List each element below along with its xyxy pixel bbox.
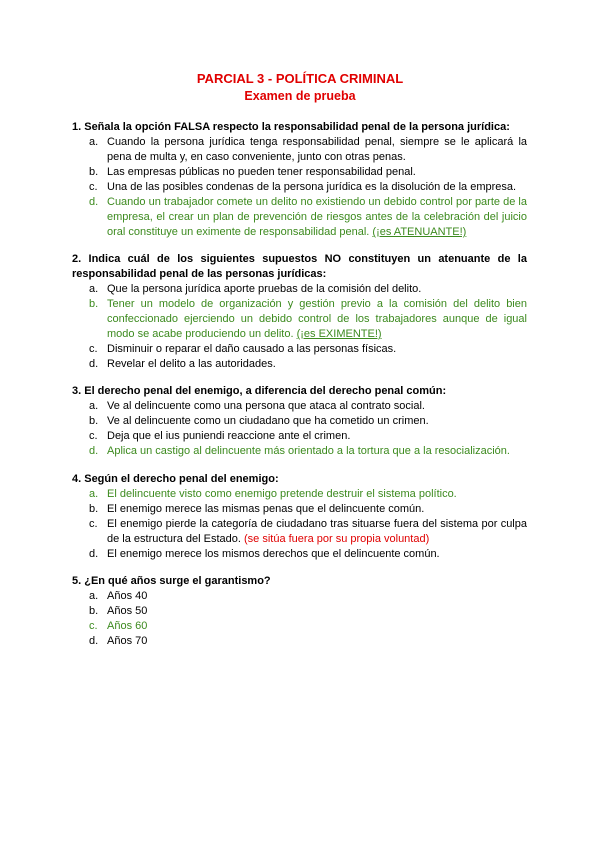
- option-3a: [72, 399, 527, 414]
- option-1c: [72, 180, 527, 195]
- option-text: Ve al delincuente como un ciudadano que ha cometido un crimen.: [107, 415, 429, 427]
- page-subtitle: Examen de prueba: [244, 89, 356, 103]
- option-text: Años 40: [107, 590, 148, 602]
- question-5: [72, 574, 527, 649]
- option-3c: [72, 429, 527, 444]
- option-text: Ve al delincuente como una persona que ataca al contrato social.: [107, 400, 425, 412]
- question-2: [72, 252, 527, 372]
- option-letter: a.: [89, 590, 99, 602]
- option-letter: a.: [89, 136, 99, 148]
- option-text: El enemigo pierde la categoría de ciudadano tras situarse fuera del sistema por culpa de la estructura del Estado.: [107, 518, 527, 545]
- question-text: 1. Señala la opción FALSA respecto la responsabilidad penal de la persona jurídica:: [72, 121, 510, 133]
- option-1d-correct: [72, 195, 527, 240]
- option-letter: b.: [89, 166, 99, 178]
- option-text: Cuando un trabajador comete un delito no existiendo un debido control por parte de la empresa, el crear un plan de prevención de riesgos antes de la celebración del juicio oral constituye un eximente de responsabilidad penal.: [107, 196, 527, 238]
- option-letter: d.: [89, 635, 99, 647]
- option-letter: b.: [89, 503, 99, 515]
- option-letter: a.: [89, 283, 99, 295]
- option-letter: c.: [89, 518, 98, 530]
- option-letter: c.: [89, 181, 98, 193]
- option-2b-correct: [72, 297, 527, 342]
- option-text: Aplica un castigo al delincuente más orientado a la tortura que a la resocialización.: [107, 445, 510, 457]
- option-4b: [72, 502, 527, 517]
- option-text: Revelar el delito a las autoridades.: [107, 358, 276, 370]
- option-text: Años 50: [107, 605, 148, 617]
- answer-note: (se sitúa fuera por su propia voluntad): [243, 533, 430, 545]
- option-3b: [72, 414, 527, 429]
- option-text: Disminuir o reparar el daño causado a las personas físicas.: [107, 343, 397, 355]
- question-text: 5. ¿En qué años surge el garantismo?: [72, 575, 271, 587]
- option-2d: [72, 357, 527, 372]
- option-letter: c.: [89, 430, 98, 442]
- option-1a: [72, 135, 527, 165]
- question-1: [72, 120, 527, 240]
- option-5a: [72, 589, 527, 604]
- option-text: Deja que el ius puniendi reaccione ante el crimen.: [107, 430, 351, 442]
- option-2a: [72, 282, 527, 297]
- option-letter: a.: [89, 488, 99, 500]
- option-text: El delincuente visto como enemigo pretende destruir el sistema político.: [107, 488, 457, 500]
- option-letter: b.: [89, 605, 99, 617]
- option-2c: [72, 342, 527, 357]
- option-letter: c.: [89, 620, 98, 632]
- option-text: Cuando la persona jurídica tenga responsabilidad penal, siempre se le aplicará la pena de multa y, en caso conveniente, junto con otras penas.: [107, 136, 527, 163]
- question-text: 2. Indica cuál de los siguientes supuestos NO constituyen un atenuante de la responsabilidad penal de las personas jurídicas:: [72, 253, 527, 280]
- option-letter: d.: [89, 445, 99, 457]
- option-3d-correct: [72, 444, 527, 459]
- option-letter: d.: [89, 196, 99, 208]
- option-5b: [72, 604, 527, 619]
- option-4d: [72, 547, 527, 562]
- option-5d: [72, 634, 527, 649]
- option-4c: [72, 517, 527, 547]
- option-letter: d.: [89, 358, 99, 370]
- option-text: Las empresas públicas no pueden tener responsabilidad penal.: [107, 166, 416, 178]
- option-text: El enemigo merece las mismas penas que el delincuente común.: [107, 503, 425, 515]
- answer-note: (¡es EXIMENTE!): [296, 328, 382, 340]
- option-5c-correct: [72, 619, 527, 634]
- option-1b: [72, 165, 527, 180]
- question-4: [72, 472, 527, 562]
- option-letter: d.: [89, 548, 99, 560]
- option-letter: b.: [89, 298, 99, 310]
- page-title: PARCIAL 3 - POLÍTICA CRIMINAL: [196, 71, 404, 86]
- question-text: 4. Según el derecho penal del enemigo:: [72, 473, 279, 485]
- question-3: [72, 384, 527, 459]
- option-text: El enemigo merece los mismos derechos que el delincuente común.: [107, 548, 440, 560]
- option-text: Una de las posibles condenas de la persona jurídica es la disolución de la empresa.: [107, 181, 517, 193]
- option-text: Años 60: [107, 620, 148, 632]
- option-letter: b.: [89, 415, 99, 427]
- option-text: Años 70: [107, 635, 148, 647]
- option-text: Tener un modelo de organización y gestión previo a la comisión del delito bien confeccionado ejerciendo un debido control de los trabajadores aunque de igual modo se acabe produciendo un delito.: [107, 298, 527, 340]
- option-text: Que la persona jurídica aporte pruebas de la comisión del delito.: [107, 283, 422, 295]
- option-letter: c.: [89, 343, 98, 355]
- answer-note: (¡es ATENUANTE!): [372, 226, 467, 238]
- option-4a-correct: [72, 487, 527, 502]
- question-text: 3. El derecho penal del enemigo, a diferencia del derecho penal común:: [72, 385, 447, 397]
- option-letter: a.: [89, 400, 99, 412]
